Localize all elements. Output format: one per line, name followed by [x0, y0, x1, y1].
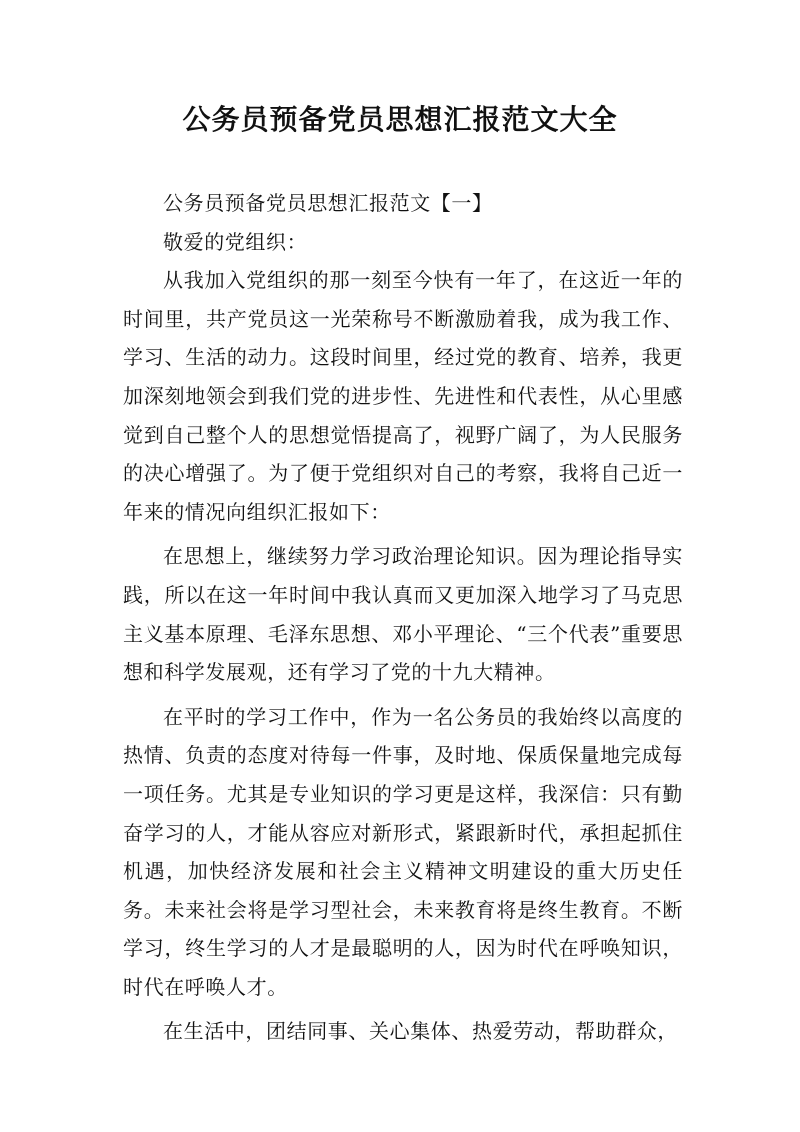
section-heading: 公务员预备党员思想汇报范文【一】 [163, 191, 493, 215]
paragraph-2: 在思想上，继续努力学习政治理论知识。因为理论指导实践，所以在这一年时间中我认真而又更加深入地学习了马克思主义基本原理、毛泽东思想、邓小平理论、“三个代表”重要思想和科学发展观，还有学习了党的十九大精神。 [123, 544, 683, 685]
document-body [123, 184, 683, 1051]
paragraph-4: 在生活中，团结同事、关心集体、热爱劳动，帮助群众， [163, 1019, 678, 1044]
salutation: 敬爱的党组织： [163, 229, 308, 254]
paragraph-1: 从我加入党组织的那一刻至今快有一年了，在这近一年的时间里，共产党员这一光荣称号不断激励着我，成为我工作、学习、生活的动力。这段时间里，经过党的教育、培养，我更加深刻地领会到我们党的进步性、先进性和代表性，从心里感觉到自己整个人的思想觉悟提高了，视野广阔了，为人民服务的决心增强了。为了便于党组织对自己的考察，我将自己近一年来的情况向组织汇报如下： [123, 268, 683, 524]
paragraph-3: 在平时的学习工作中，作为一名公务员的我始终以高度的热情、负责的态度对待每一件事，及时地、保质保量地完成每一项任务。尤其是专业知识的学习更是这样，我深信：只有勤奋学习的人，才能从容应对新形式，紧跟新时代，承担起抓住机遇，加快经济发展和社会主义精神文明建设的重大历史任务。未来社会将是学习型社会，未来教育将是终生教育。不断学习，终生学习的人才是最聪明的人，因为时代在呼唤知识，时代在呼唤人才。 [123, 704, 683, 999]
document-title: 公务员预备党员思想汇报范文大全 [182, 103, 618, 136]
